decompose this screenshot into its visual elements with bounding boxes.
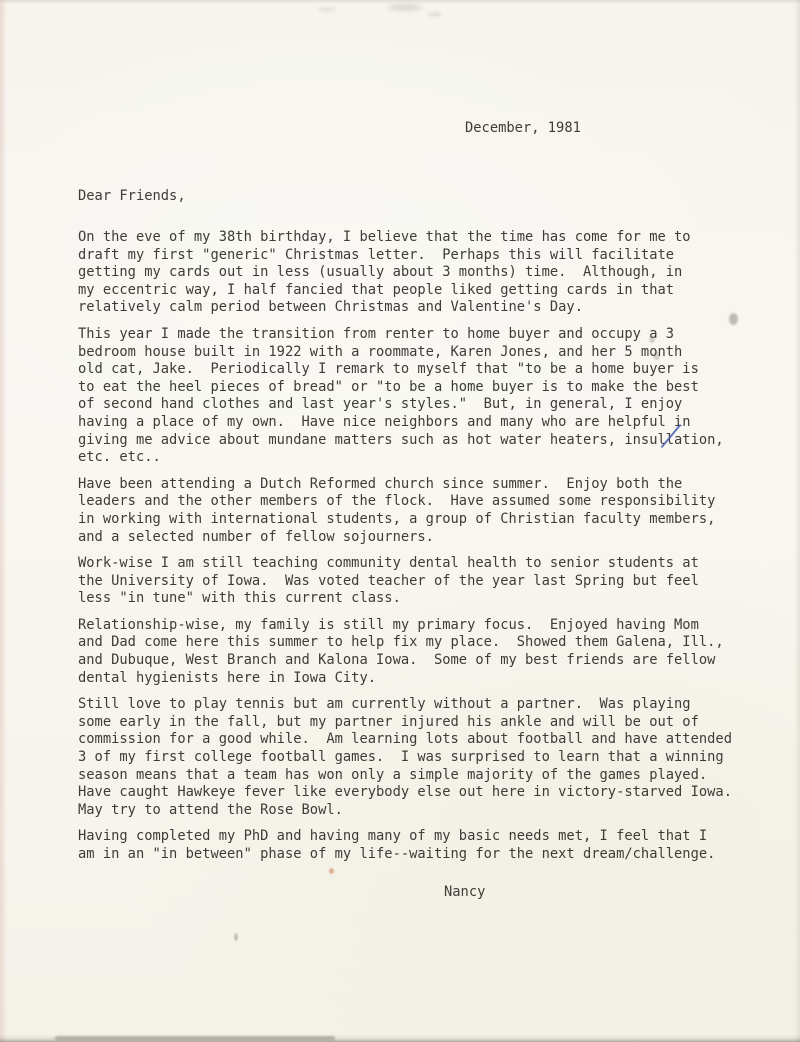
paragraph-line: dental hygienists here in Iowa City.: [78, 669, 377, 686]
paragraph-line: Have been attending a Dutch Reformed church since summer. Enjoy both the: [78, 475, 683, 492]
top-edge-blemish: [388, 4, 422, 11]
paper-bottom-edge-shadow: [0, 1035, 800, 1042]
paragraph-line: having a place of my own. Have nice neighbors and many who are helpful in: [78, 413, 691, 430]
paragraph-line: season means that a team has won only a simple majority of the games played.: [78, 766, 708, 783]
top-edge-blemish: [318, 7, 336, 12]
paragraph: [78, 229, 768, 317]
paragraph-line: Relationship-wise, my family is still my primary focus. Enjoyed having Mom: [78, 616, 699, 633]
paragraph: [78, 828, 768, 863]
paragraph-line: etc. etc..: [78, 449, 161, 466]
paragraph-line: to eat the heel pieces of bread" or "to be a home buyer is to make the best: [78, 378, 699, 395]
paragraph-line: 3 of my first college football games. I was surprised to learn that a winning: [78, 749, 724, 766]
paper-right-edge-shadow: [794, 0, 800, 1042]
paragraph-line: my eccentric way, I half fancied that people liked getting cards in that: [78, 281, 675, 298]
paragraph-line: relatively calm period between Christmas and Valentine's Day.: [78, 299, 583, 316]
paragraph-line: Still love to play tennis but am currently without a partner. Was playing: [78, 696, 691, 713]
paragraph-line: of second hand clothes and last year's styles." But, in general, I enjoy: [78, 396, 683, 413]
paragraph-line: Have caught Hawkeye fever like everybody else out here in victory-starved Iowa.: [78, 784, 732, 801]
paragraph-line: getting my cards out in less (usually about 3 months) time. Although, in: [78, 264, 683, 281]
paragraph: [78, 555, 768, 608]
top-edge-blemish: [428, 12, 442, 17]
paragraph-line: Work-wise I am still teaching community dental health to senior students at: [78, 555, 699, 572]
paper-top-edge-shadow: [0, 0, 800, 4]
paragraph-line: commission for a good while. Am learning lots about football and have attended: [78, 731, 732, 748]
paragraph-line: less "in tune" with this current class.: [78, 590, 401, 607]
signature: Nancy: [444, 884, 486, 900]
letter-body: [78, 229, 768, 873]
paragraph-line: and Dad come here this summer to help fix my place. Showed them Galena, Ill.,: [78, 634, 724, 651]
paragraph-line: am in an "in between" phase of my life--waiting for the next dream/challenge.: [78, 846, 716, 862]
tiny-gray-speck: [234, 933, 238, 941]
salutation: Dear Friends,: [78, 188, 186, 204]
paragraph-line: Having completed my PhD and having many of my basic needs met, I feel that I: [78, 828, 708, 845]
paragraph-line: some early in the fall, but my partner injured his ankle and will be out of: [78, 713, 699, 730]
paragraph-line: This year I made the transition from renter to home buyer and occupy a 3: [78, 325, 675, 342]
paragraph: [78, 476, 768, 546]
paragraph-line: the University of Iowa. Was voted teacher of the year last Spring but feel: [78, 572, 699, 589]
paragraph-line: On the eve of my 38th birthday, I believe that the time has come for me to: [78, 229, 691, 245]
paragraph-line: and Dubuque, West Branch and Kalona Iowa. Some of my best friends are fellow: [78, 652, 716, 669]
paper-left-edge-tint: [0, 0, 7, 1042]
paragraph: [78, 617, 768, 687]
paragraph: [78, 696, 768, 819]
paragraph: [78, 326, 768, 467]
paragraph-line: giving me advice about mundane matters such as hot water heaters, insullation,: [78, 431, 724, 448]
date-line: December, 1981: [465, 120, 581, 136]
paragraph-line: draft my first "generic" Christmas letter. Perhaps this will facilitate: [78, 246, 675, 263]
paragraph-line: leaders and the other members of the flock. Have assumed some responsibility: [78, 493, 716, 510]
paragraph-line: bedroom house built in 1922 with a roommate, Karen Jones, and her 5 month: [78, 343, 683, 360]
paragraph-line: and a selected number of fellow sojourners.: [78, 528, 434, 545]
paragraph-line: old cat, Jake. Periodically I remark to myself that "to be a home buyer is: [78, 361, 699, 378]
paragraph-line: in working with international students, a group of Christian faculty members,: [78, 510, 716, 527]
paragraph-line: May try to attend the Rose Bowl.: [78, 801, 343, 818]
